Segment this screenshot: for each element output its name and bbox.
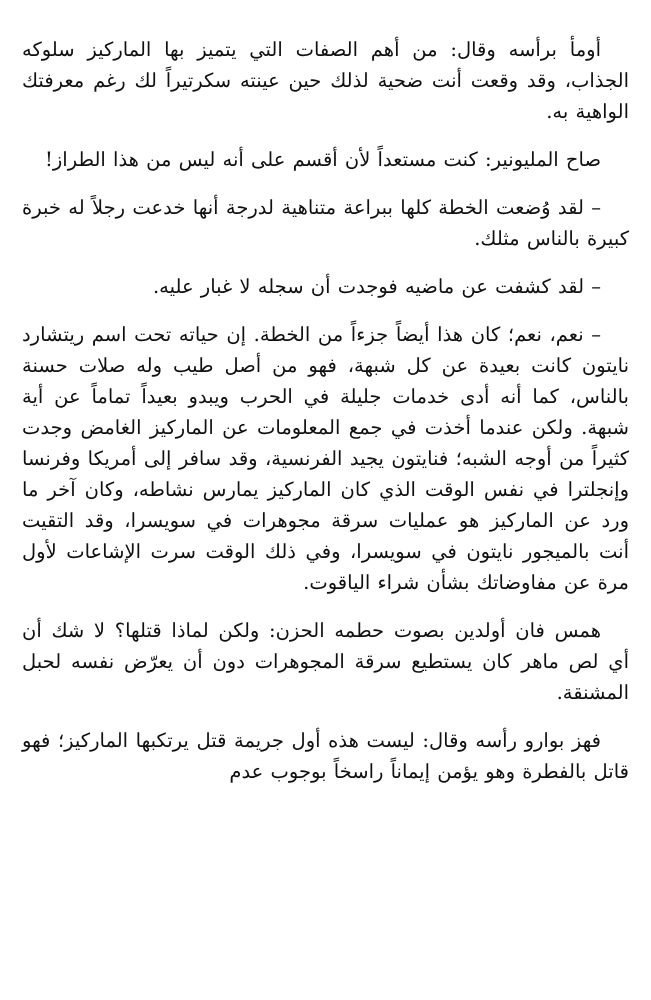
- paragraph-4: – لقد كشفت عن ماضيه فوجدت أن سجله لا غبار عليه.: [152, 275, 601, 298]
- paragraph-3: – لقد وُضعت الخطة كلها ببراعة متناهية لدرجة أنها خدعت رجلاً له خبرة كبيرة بالناس مثلك.: [22, 196, 629, 250]
- paragraph-1: أومأ برأسه وقال: من أهم الصفات التي يتميز بها الماركيز سلوكه الجذاب، وقد وقعت أنت ضحية لذلك حين عينته سكرتيراً لك رغم معرفتك الواهية به.: [22, 38, 629, 123]
- paragraph-7: فهز بوارو رأسه وقال: ليست هذه أول جريمة قتل يرتكبها الماركيز؛ فهو قاتل بالفطرة وهو يؤمن إيماناً راسخاً بوجوب عدم: [22, 729, 629, 783]
- paragraph-5: – نعم، نعم؛ كان هذا أيضاً جزءاً من الخطة. إن حياته تحت اسم ريتشارد نايتون كانت بعيدة عن كل شبهة، فهو من أصل طيب وله صلات حسنة بالناس، كما أنه أدى خدمات جليلة في الحرب ويبدو بعيداً تماماً عن أية شبهة. ولكن عندما أخذت في جمع المعلومات عن الماركيز الغامض وجدت كثيراً من أوجه الشبه؛ فنايتون يجيد الفرنسية، وقد سافر إلى أمريكا وفرنسا وإنجلترا في نفس الوقت الذي كان الماركيز يمارس نشاطه، وكان آخر ما ورد عن الماركيز هو عمليات سرقة مجوهرات في سويسرا، وقد التقيت أنت بالميجور نايتون في سويسرا، وفي ذلك الوقت سرت الإشاعات لأول مرة عن مفاوضاتك بشأن شراء الياقوت.: [22, 323, 629, 594]
- book-page: [22, 34, 629, 1000]
- paragraph-6: همس فان أولدين بصوت حطمه الحزن: ولكن لماذا قتلها؟ لا شك أن أي لص ماهر كان يستطيع سرقة المجوهرات دون أن يعرّض نفسه لحبل المشنقة.: [22, 619, 629, 704]
- paragraph-2: صاح المليونير: كنت مستعداً لأن أقسم على أنه ليس من هذا الطراز!: [45, 148, 601, 171]
